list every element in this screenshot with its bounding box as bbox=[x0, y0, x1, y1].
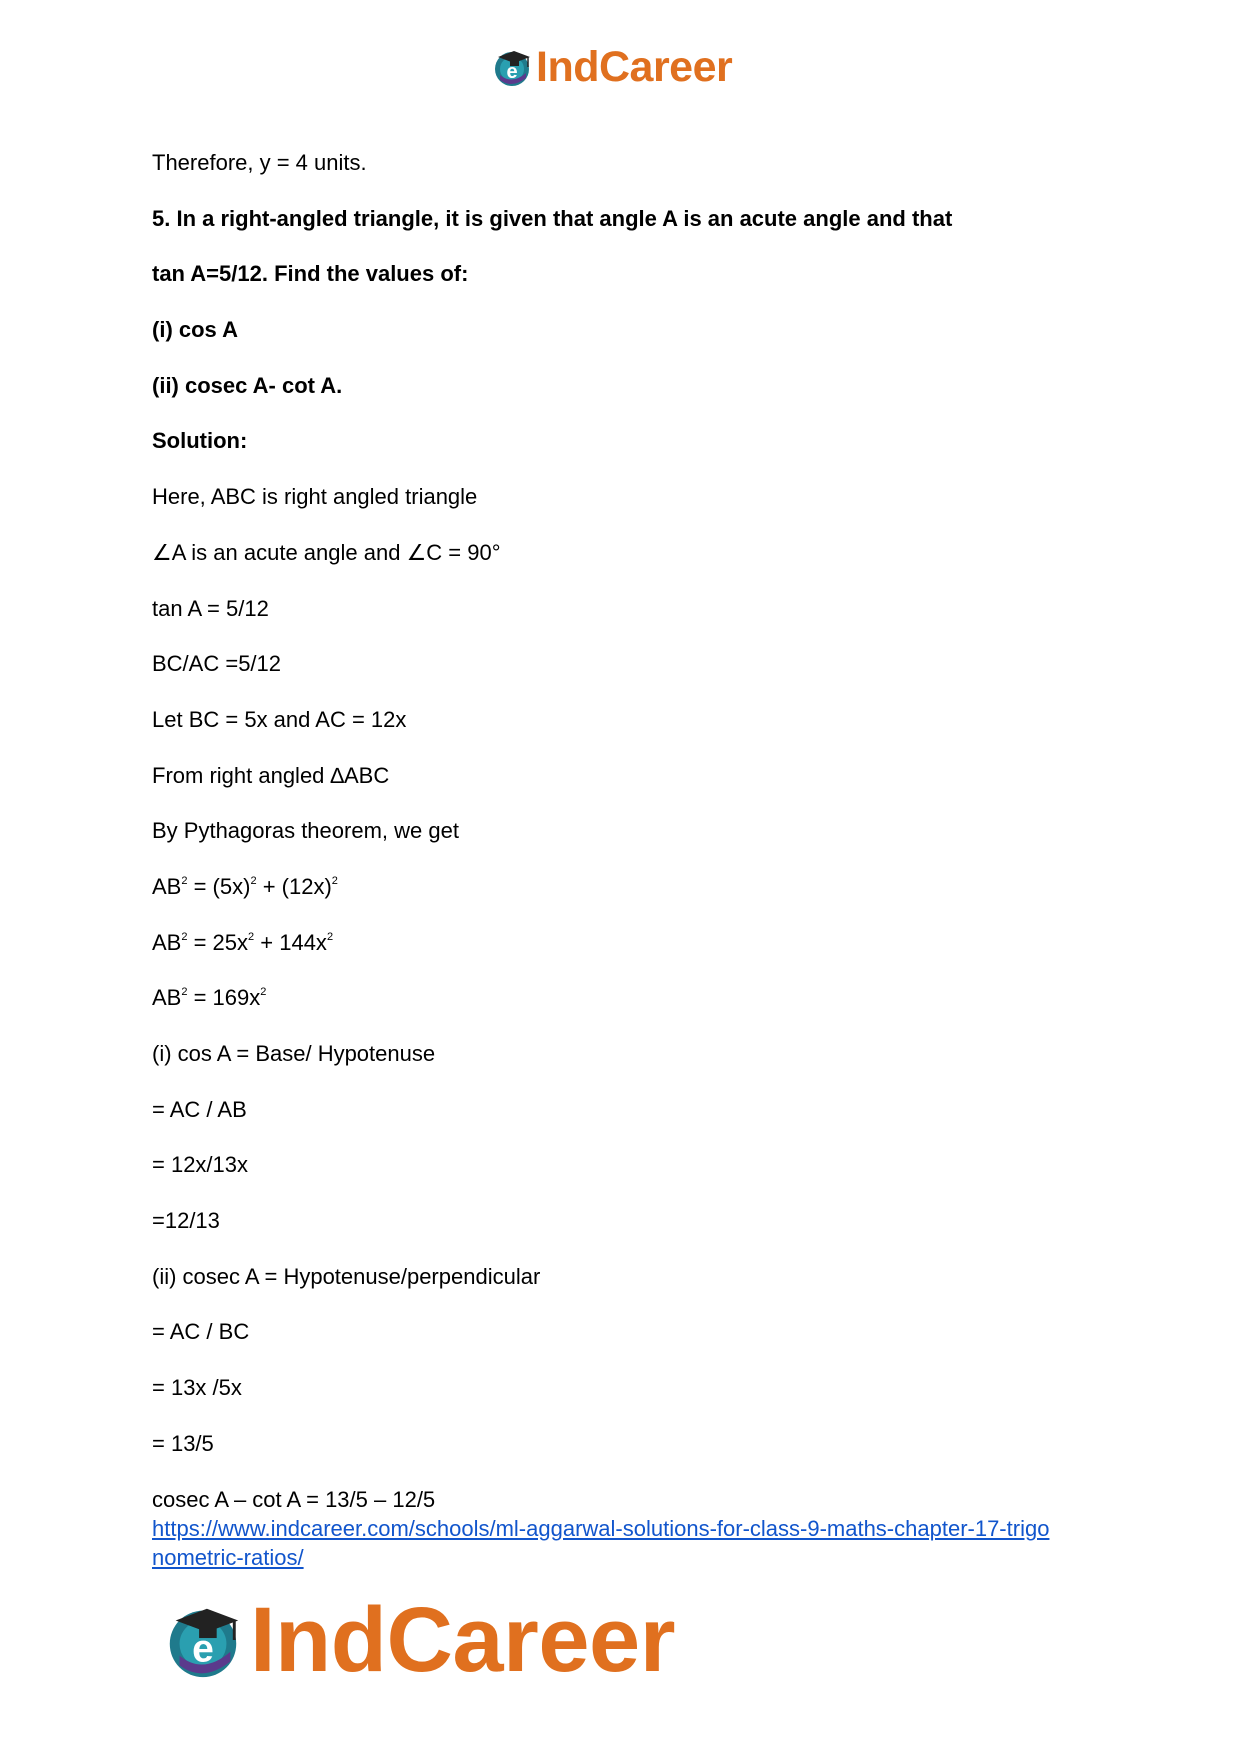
text-line: tan A = 5/12 bbox=[152, 595, 269, 621]
svg-text:e: e bbox=[506, 61, 518, 83]
source-link[interactable] bbox=[152, 1516, 1049, 1570]
text-line: By Pythagoras theorem, we get bbox=[152, 818, 459, 844]
equation-line bbox=[152, 928, 1112, 958]
svg-text:e: e bbox=[192, 1627, 214, 1671]
exponent: 2 bbox=[248, 930, 255, 943]
exponent: 2 bbox=[181, 930, 188, 943]
graduation-cap-globe-icon bbox=[160, 1597, 246, 1683]
exponent: 2 bbox=[260, 986, 267, 999]
text-line: (i) cos A = Base/ Hypotenuse bbox=[152, 1041, 436, 1066]
text-line: Therefore, y = 4 units. bbox=[152, 150, 367, 175]
text-line: ∠A is an acute angle and ∠C = 90° bbox=[152, 539, 501, 565]
source-link-block bbox=[152, 1514, 1112, 1572]
exponent: 2 bbox=[250, 874, 257, 887]
equation-term: + 144x bbox=[254, 929, 327, 955]
text-line: Here, ABC is right angled triangle bbox=[152, 484, 478, 510]
equation-term: + (12x) bbox=[256, 873, 332, 899]
text-line: = AC / BC bbox=[152, 1319, 250, 1345]
equation-term: AB bbox=[152, 873, 182, 899]
question-line: (ii) cosec A- cot A. bbox=[152, 372, 343, 398]
header-logo bbox=[490, 42, 732, 92]
equation-term: AB bbox=[152, 929, 182, 955]
source-link-line-1: https://www.indcareer.com/schools/ml-aggarwal-solutions-for-class-9-maths-chapter-17-trigo bbox=[152, 1516, 1050, 1542]
logo-text: IndCareer bbox=[250, 1589, 675, 1691]
text-line: cosec A – cot A = 13/5 – 12/5 bbox=[152, 1486, 436, 1512]
question-line: Solution: bbox=[152, 428, 248, 454]
equation-term: = (5x) bbox=[187, 873, 251, 899]
text-line: BC/AC =5/12 bbox=[152, 651, 282, 677]
text-line: = 12x/13x bbox=[152, 1152, 249, 1178]
equation-term: = 169x bbox=[187, 985, 261, 1011]
graduation-cap-globe-icon bbox=[490, 45, 534, 89]
text-line: Let BC = 5x and AC = 12x bbox=[152, 706, 407, 732]
footer-logo bbox=[160, 1590, 675, 1690]
question-line: (i) cos A bbox=[152, 317, 238, 343]
equation-term: AB bbox=[152, 985, 182, 1011]
exponent: 2 bbox=[181, 874, 188, 887]
source-link-line-2: nometric-ratios/ bbox=[152, 1545, 304, 1571]
text-line: From right angled ∆ABC bbox=[152, 762, 390, 788]
equation-line bbox=[152, 872, 1112, 902]
text-line: = AC / AB bbox=[152, 1096, 247, 1122]
logo-text: IndCareer bbox=[536, 43, 733, 91]
solution-content bbox=[152, 148, 1112, 1572]
text-line: = 13/5 bbox=[152, 1430, 214, 1456]
exponent: 2 bbox=[181, 986, 188, 999]
equation-term: = 25x bbox=[187, 929, 249, 955]
exponent: 2 bbox=[326, 930, 334, 943]
text-line: = 13x /5x bbox=[152, 1375, 242, 1401]
text-line: (ii) cosec A = Hypotenuse/perpendicular bbox=[152, 1263, 541, 1289]
text-line: =12/13 bbox=[152, 1208, 220, 1234]
question-line: tan A=5/12. Find the values of: bbox=[152, 261, 469, 287]
exponent: 2 bbox=[331, 874, 338, 887]
question-line: 5. In a right-angled triangle, it is given that angle A is an acute angle and that bbox=[152, 205, 953, 231]
equation-line bbox=[152, 983, 1112, 1013]
